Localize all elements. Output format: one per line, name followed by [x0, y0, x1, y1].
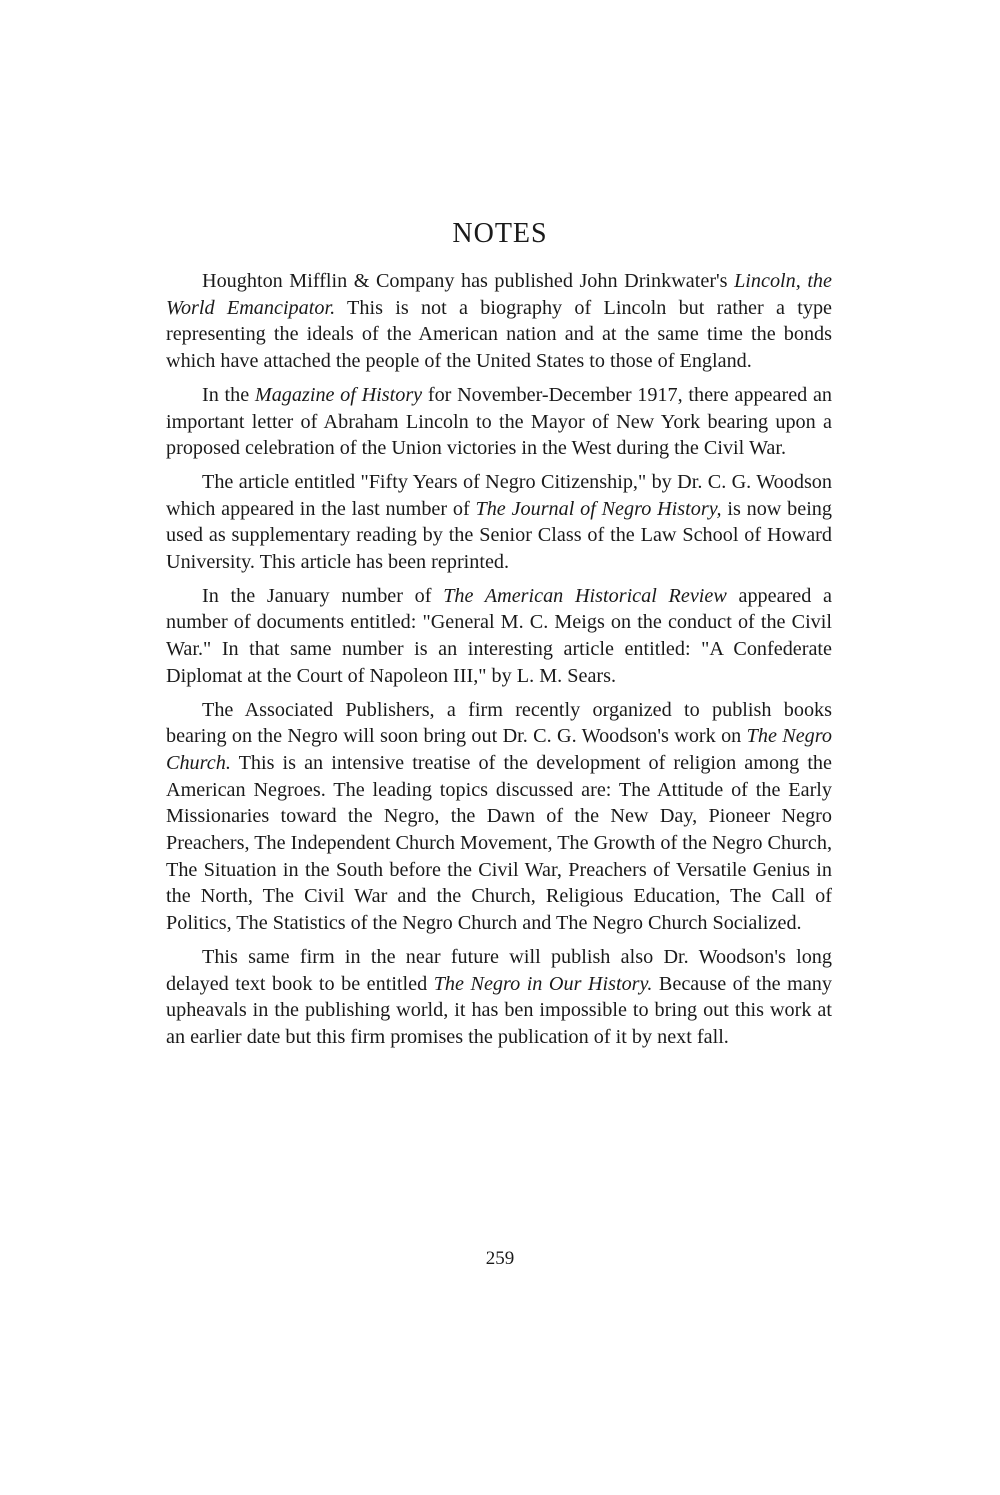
- periodical-title: The American Historical Review: [443, 584, 727, 607]
- paragraph-text: appeared a number of documents entitled: "General M. C. Meigs on the conduct of the Civil War." In that same number is an interesting article entitled: "A Confederate Diplomat at the Court of Napoleon III," by L. M. Sears.: [166, 584, 832, 687]
- paragraph-text: Because of the many upheavals in the publishing world, it has ben impossible to bring out this work at an earlier date but this firm promises the publication of it by next fall.: [166, 972, 832, 1048]
- paragraph-text: The Associated Publishers, a firm recently organized to publish books bearing on the Negro will soon bring out Dr. C. G. Woodson's work on: [166, 698, 832, 748]
- note-paragraph-publishers: [166, 697, 832, 937]
- note-paragraph-review: [166, 583, 832, 690]
- paragraph-text: In the January number of: [202, 584, 444, 607]
- paragraph-text: Houghton Mifflin & Company has published John Drinkwater's: [202, 270, 735, 292]
- page-number: 259: [485, 1248, 515, 1269]
- paragraph-text: In the: [202, 383, 255, 406]
- note-paragraph-textbook: [166, 944, 832, 1051]
- periodical-title: Magazine of History: [254, 383, 423, 406]
- paragraph-text: This is an intensive treatise of the development of religion among the American Negroes. The leading topics discussed are: The Attitude of the Early Missionaries toward the Negro, the Dawn of the New Day, Pioneer Negro Preachers, The Independent Church Movement, The Growth of the Negro Church, The Situation in the South before the Civil War, Preachers of Versatile Genius in the North, The Civil War and the Church, Religious Education, The Call of Politics, The Statistics of the Negro Church and The Negro Church Socialized.: [166, 751, 832, 935]
- paragraph-text: The article entitled "Fifty Years of Negro Citizenship," by Dr. C. G. Woodson which appeared in the last number of: [166, 470, 832, 520]
- note-paragraph-magazine: [166, 382, 832, 462]
- paragraph-text: is now being used as supplementary reading by the Senior Class of the Law School of Howard University. This article has been reprinted.: [166, 497, 832, 574]
- book-title: The Negro Church.: [166, 725, 832, 774]
- journal-title: The Journal of Negro History,: [475, 497, 722, 520]
- notes-body: [166, 268, 832, 1051]
- note-paragraph-citizenship: [166, 469, 832, 576]
- paragraph-text: This is not a biography of Lincoln but rather a type representing the ideals of the American nation and at the same time the bonds which have attached the people of the United States to those of England.: [166, 296, 832, 373]
- paragraph-text: This same firm in the near future will publish also Dr. Woodson's long delayed text book to be entitled: [166, 945, 832, 995]
- book-title: Lincoln, the World Emancipator.: [166, 270, 832, 319]
- note-paragraph-drinkwater: [166, 268, 832, 375]
- book-title: The Negro in Our History.: [433, 972, 653, 995]
- page-heading: NOTES: [452, 218, 548, 249]
- paragraph-text: for November-December 1917, there appeared an important letter of Abraham Lincoln to the Mayor of New York bearing upon a proposed celebration of the Union victories in the West during the Civil War.: [166, 383, 832, 460]
